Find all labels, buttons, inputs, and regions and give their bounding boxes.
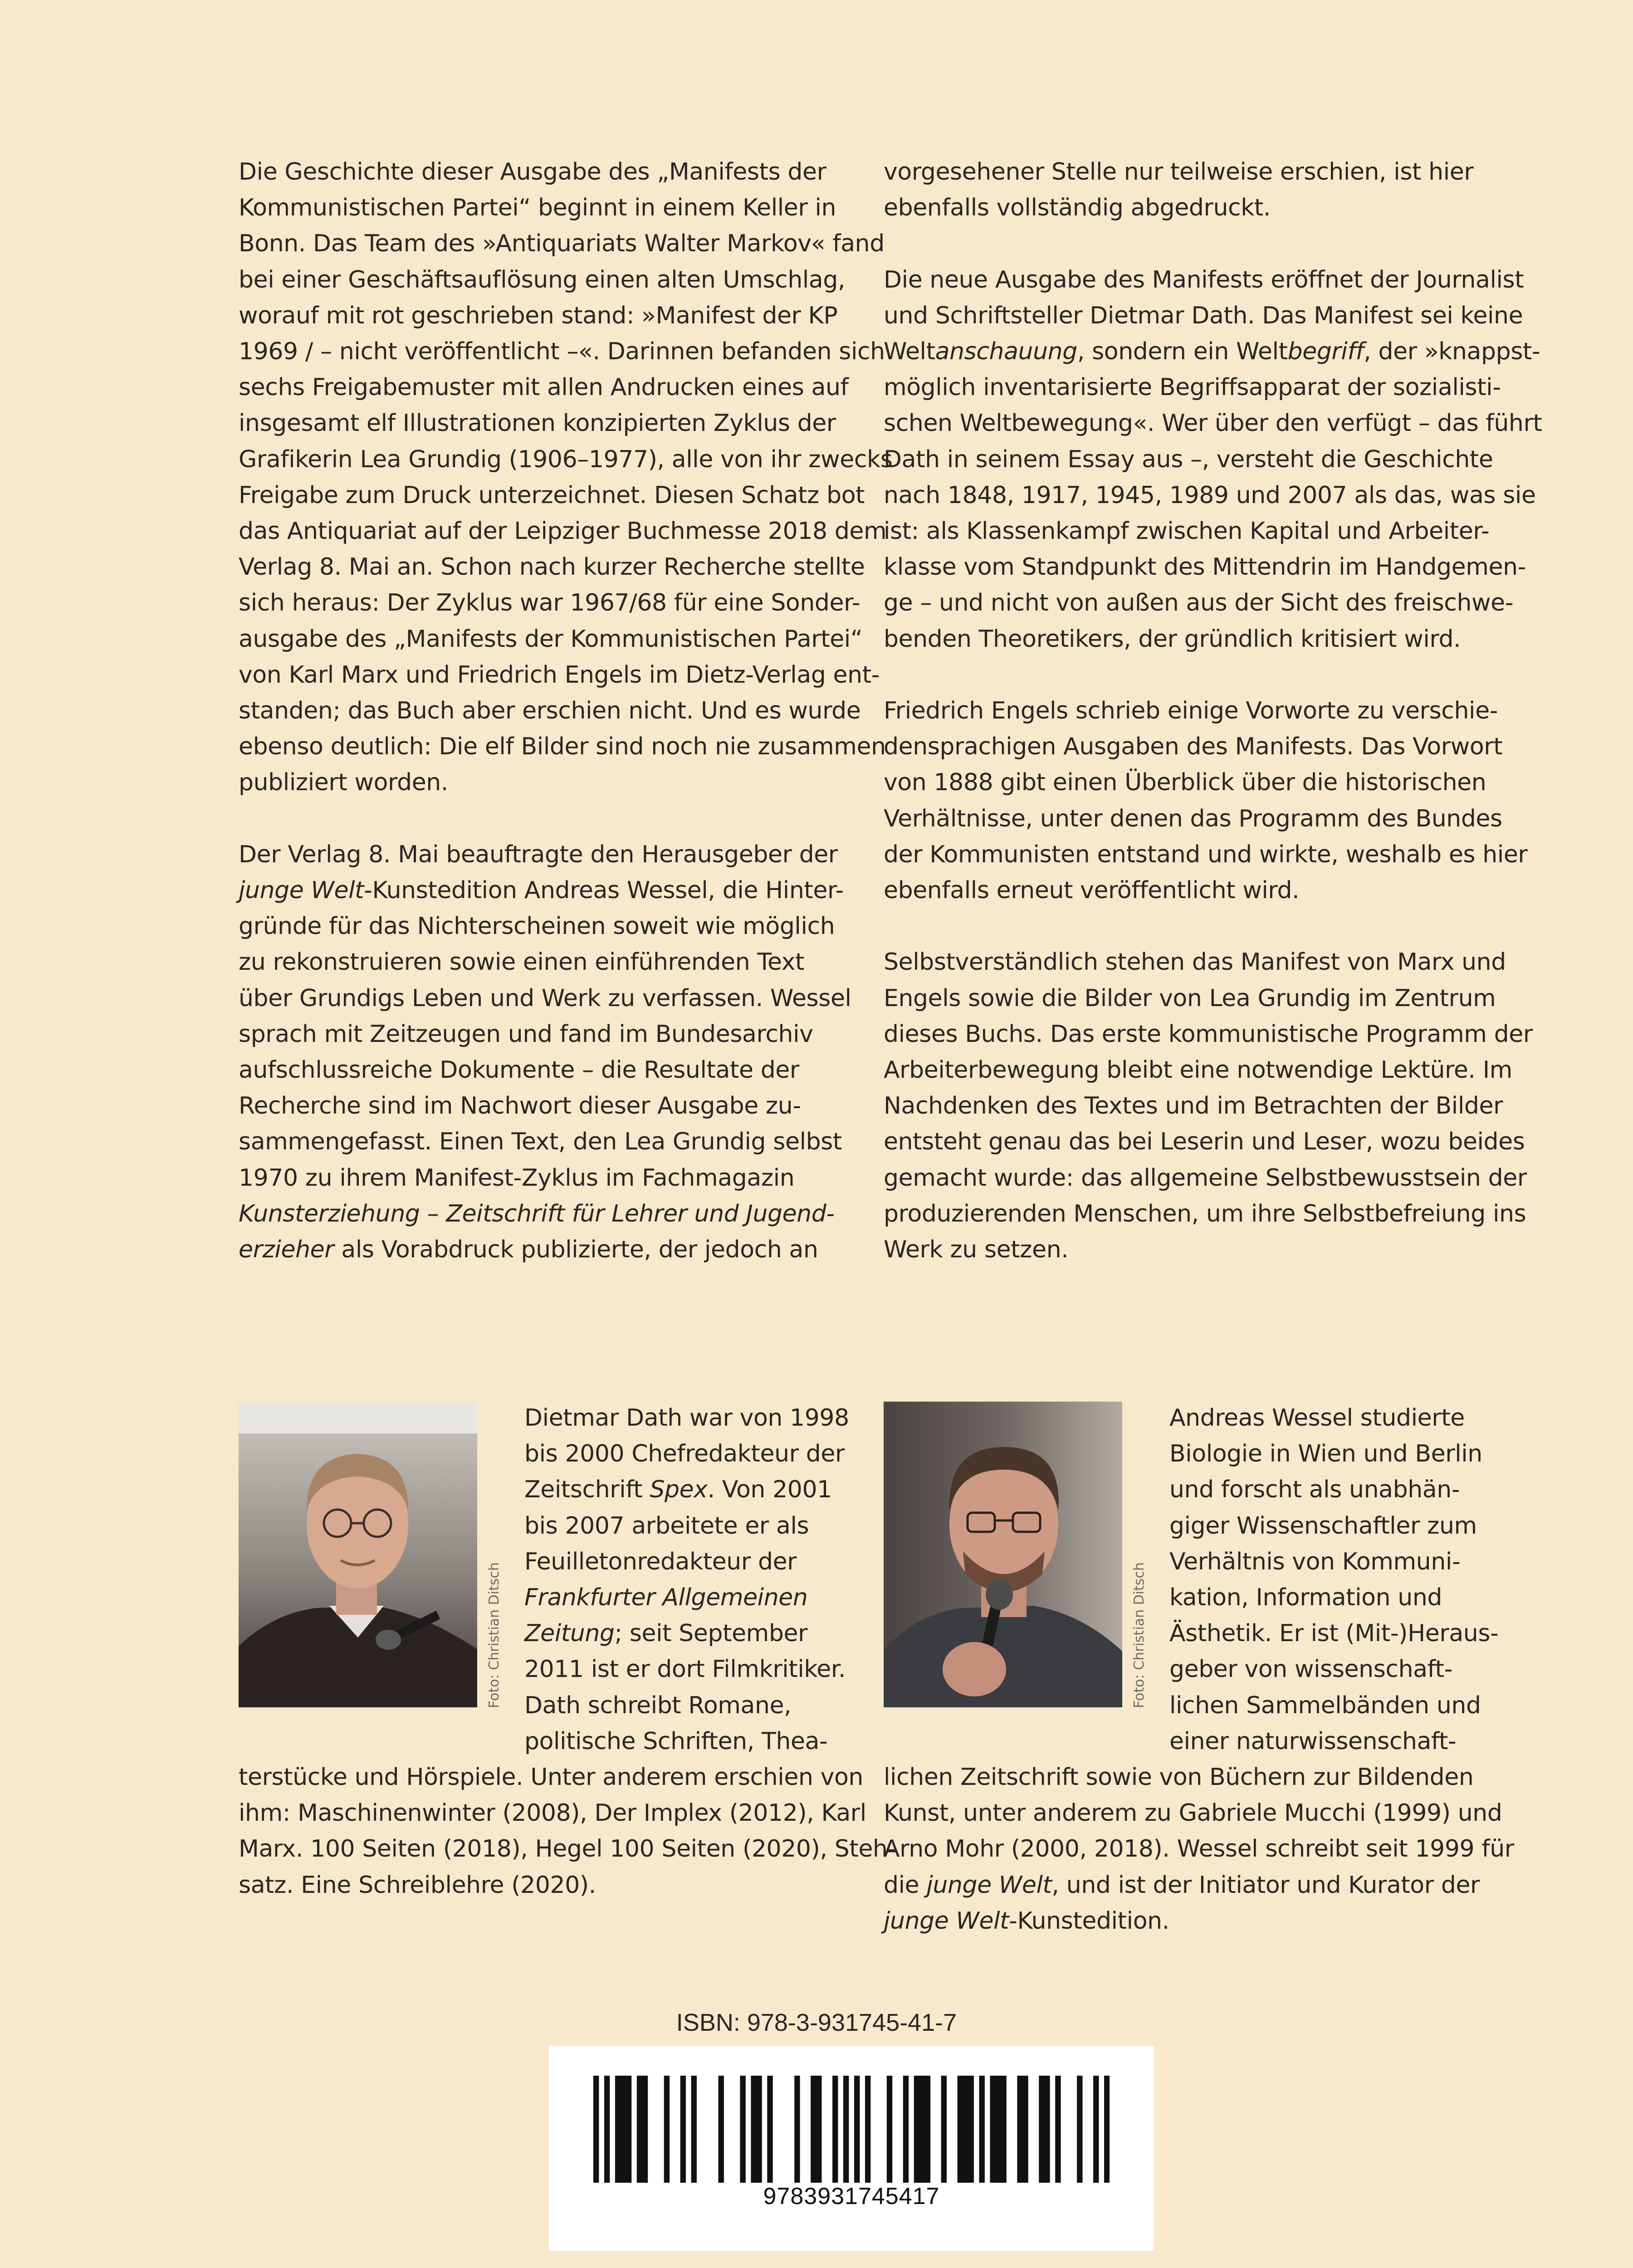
barcode-bar: [767, 2076, 772, 2183]
text-line: ihm: Maschinenwinter (2008), Der Implex (2012), Karl: [239, 1799, 866, 1827]
barcode-bar: [990, 2076, 995, 2183]
text-line: zu rekonstruieren sowie einen einführenden Text: [239, 948, 804, 976]
text-line: Selbstverständlich stehen das Manifest von Marx und: [884, 948, 1506, 976]
text-line: insgesamt elf Illustrationen konzipierten Zyklus der: [239, 410, 836, 437]
text-run: , sondern ein Welt: [1077, 338, 1288, 365]
text-line: Recherche sind im Nachwort dieser Ausgabe zu-: [239, 1092, 801, 1120]
barcode-bar: [903, 2076, 909, 2183]
barcode-bar: [941, 2076, 947, 2183]
text-line: Die Geschichte dieser Ausgabe des „Manifests der: [239, 158, 826, 186]
text-line: [884, 1867, 1480, 1903]
barcode-bar: [995, 2076, 1001, 2183]
barcode-bar: [1044, 2076, 1050, 2183]
text-line: vorgesehener Stelle nur teilweise erschien, ist hier: [884, 158, 1474, 186]
text-line: sammengefasst. Einen Text, den Lea Grundig selbst: [239, 1128, 842, 1156]
text-line: schen Weltbewegung«. Wer über den verfügt – das führt: [884, 410, 1542, 437]
barcode-bar: [637, 2076, 642, 2183]
text-line: [239, 1232, 828, 1268]
text-run: , und ist der Initiator und Kurator der: [1051, 1871, 1480, 1899]
paragraph-continuation: [884, 154, 1473, 226]
text-line: [239, 1616, 828, 1652]
text-line: bis 2007 arbeitete er als: [524, 1512, 809, 1540]
text-line: terstücke und Hörspiele. Unter anderem erschien von: [239, 1764, 863, 1791]
photo-credit: Foto: Christian Ditsch: [1131, 1562, 1147, 1708]
text-line: ebenso deutlich: Die elf Bilder sind noch nie zusammen: [239, 733, 886, 761]
text-line: Verhältnis von Kommuni-: [1169, 1548, 1461, 1575]
barcode-bar: [621, 2076, 626, 2183]
barcode-bar: [832, 2076, 838, 2183]
barcode-bar: [719, 2076, 724, 2183]
barcode-bar: [1077, 2076, 1082, 2183]
paragraph-conclusion: [884, 944, 1533, 1268]
text-line: [239, 1196, 835, 1232]
barcode-bar: [1093, 2076, 1099, 2183]
author-bio-wessel: [884, 1400, 1514, 1939]
text-line: bis 2000 Chefredakteur der: [524, 1440, 845, 1468]
paragraph-dath-essay: [884, 262, 1542, 657]
italic-text: Frankfurter Allgemeinen: [524, 1584, 808, 1612]
text-line: über Grundigs Leben und Werk zu verfassen. Wessel: [239, 984, 851, 1012]
barcode-bar: [1001, 2076, 1006, 2183]
text-line: das Antiquariat auf der Leipziger Buchmesse 2018 dem: [239, 518, 887, 545]
text-line: Die neue Ausgabe des Manifests eröffnet der Journalist: [884, 266, 1524, 293]
text-line: gemacht wurde: das allgemeine Selbstbewusstsein der: [884, 1164, 1527, 1192]
text-line: ist: als Klassenkampf zwischen Kapital und Arbeiter-: [884, 518, 1490, 545]
text-line: bei einer Geschäftsauflösung einen alten Umschlag,: [239, 266, 846, 293]
barcode-bar: [1022, 2076, 1028, 2183]
barcode-bar: [865, 2076, 870, 2183]
text-run: . Von 2001: [707, 1476, 832, 1504]
barcode-bar: [925, 2076, 930, 2183]
italic-text: junge Welt: [884, 1907, 1009, 1935]
barcode-bar: [816, 2076, 821, 2183]
text-line: klasse vom Standpunkt des Mittendrin im Handgemen-: [884, 553, 1526, 581]
barcode-digits: 9783931745417: [763, 2183, 940, 2209]
text-line: politische Schriften, Thea-: [524, 1727, 828, 1755]
barcode-bar: [593, 2076, 599, 2183]
text-line: Kommunistischen Partei“ beginnt in einem Keller in: [239, 194, 836, 222]
text-line: der Kommunisten entstand und wirkte, weshalb es hier: [884, 841, 1528, 868]
text-line: densprachigen Ausgaben des Manifests. Das Vorwort: [884, 733, 1503, 761]
text-run: ; seit September: [614, 1620, 808, 1647]
text-line: worauf mit rot geschrieben stand: »Manifest der KP: [239, 302, 838, 329]
photo-credit: Foto: Christian Ditsch: [486, 1562, 502, 1708]
text-line: [239, 1580, 828, 1616]
barcode-bar: [756, 2076, 762, 2183]
text-line: lichen Sammelbänden und: [1169, 1691, 1481, 1719]
barcode-bar: [1104, 2076, 1110, 2183]
italic-text: Spex: [650, 1476, 708, 1504]
text-line: nach 1848, 1917, 1945, 1989 und 2007 als das, was sie: [884, 481, 1536, 509]
text-line: ge – und nicht von außen aus der Sicht des freischwe-: [884, 589, 1514, 617]
text-line: Freigabe zum Druck unterzeichnet. Diesen Schatz bot: [239, 481, 865, 509]
text-line: Dath in seinem Essay aus –, versteht die Geschichte: [884, 445, 1493, 473]
text-line: sich heraus: Der Zyklus war 1967/68 für eine Sonder-: [239, 589, 861, 617]
barcode-bar: [680, 2076, 686, 2183]
text-line: Andreas Wessel studierte: [1169, 1404, 1465, 1432]
text-line: [884, 1903, 1473, 1939]
text-line: Grafikerin Lea Grundig (1906–1977), alle von ihr zwecks: [239, 445, 893, 473]
barcode-bar: [794, 2076, 800, 2183]
text-line: sechs Freigabemuster mit allen Andrucken eines auf: [239, 374, 849, 401]
text-line: produzierenden Menschen, um ihre Selbstbefreiung ins: [884, 1200, 1526, 1227]
text-line: 2011 ist er dort Filmkritiker.: [524, 1656, 846, 1683]
right-text-column: [884, 154, 1542, 1268]
barcode-bar: [968, 2076, 974, 2183]
barcode-bar: [919, 2076, 925, 2183]
barcode-bar: [615, 2076, 621, 2183]
barcode-bar: [604, 2076, 610, 2183]
barcode-bar: [691, 2076, 697, 2183]
text-line: und forscht als unabhän-: [1169, 1476, 1460, 1504]
text-line: kation, Information und: [1169, 1584, 1442, 1612]
paragraph-verlag: [239, 837, 851, 1268]
text-line: publiziert worden.: [239, 769, 448, 797]
text-line: Nachdenken des Textes und im Betrachten der Bilder: [884, 1092, 1503, 1120]
text-run: die: [884, 1871, 927, 1899]
text-line: Dath schreibt Romane,: [524, 1691, 792, 1719]
italic-text: junge Welt: [239, 877, 364, 904]
paragraph-history: [239, 154, 893, 801]
barcode-bars: [593, 2076, 1110, 2183]
text-line: [884, 334, 1540, 370]
text-line: gründe für das Nichterscheinen soweit wie möglich: [239, 913, 835, 940]
italic-text: Zeitung: [524, 1620, 615, 1647]
text-line: geber von wissenschaft-: [1169, 1656, 1452, 1683]
barcode-bar: [914, 2076, 919, 2183]
text-line: [239, 873, 844, 909]
text-line: einer naturwissenschaft-: [1169, 1727, 1457, 1755]
text-line: Marx. 100 Seiten (2018), Hegel 100 Seiten (2020), Steh-: [239, 1835, 896, 1863]
barcode: [549, 2046, 1154, 2251]
paragraph-engels: [884, 693, 1528, 909]
italic-text: begriff: [1287, 338, 1364, 365]
italic-text: Kunsterziehung – Zeitschrift für Lehrer und Jugend-: [239, 1200, 835, 1227]
text-line: satz. Eine Schreiblehre (2020).: [239, 1871, 596, 1899]
text-line: Der Verlag 8. Mai beauftragte den Herausgeber der: [239, 841, 838, 868]
text-line: sprach mit Zeitzeugen und fand im Bundesarchiv: [239, 1020, 813, 1048]
author-bio-dath: [239, 1400, 896, 1903]
text-line: 1969 / – nicht veröffentlicht –«. Darinnen befanden sich: [239, 338, 885, 366]
text-line: möglich inventarisierte Begriffsapparat der sozialisti-: [884, 374, 1501, 401]
text-line: Arbeiterbewegung bleibt eine notwendige Lektüre. Im: [884, 1056, 1512, 1084]
barcode-bar: [843, 2076, 849, 2183]
text-line: 1970 zu ihrem Manifest-Zyklus im Fachmagazin: [239, 1164, 795, 1192]
text-run: -Kunstedition.: [1009, 1907, 1169, 1935]
text-line: Verhältnisse, unter denen das Programm des Bundes: [884, 805, 1502, 832]
barcode-bar: [664, 2076, 670, 2183]
text-run: Zeitschrift: [524, 1476, 650, 1504]
text-line: Arno Mohr (2000, 2018). Wessel schreibt seit 1999 für: [884, 1835, 1514, 1863]
barcode-bar: [751, 2076, 756, 2183]
barcode-bar: [979, 2076, 985, 2183]
left-text-column: [239, 154, 893, 1268]
text-line: Ästhetik. Er ist (Mit-)Heraus-: [1169, 1620, 1499, 1647]
italic-text: anschauung: [935, 338, 1077, 365]
barcode-bar: [1017, 2076, 1022, 2183]
text-line: von Karl Marx und Friedrich Engels im Dietz-Verlag ent-: [239, 661, 880, 689]
text-run: Welt: [884, 338, 935, 365]
text-line: und Schriftsteller Dietmar Dath. Das Manifest sei keine: [884, 302, 1523, 329]
italic-text: junge Welt: [926, 1871, 1052, 1899]
barcode-bar: [1055, 2076, 1061, 2183]
text-line: benden Theoretikers, der gründlich kritisiert wird.: [884, 625, 1461, 653]
text-line: Friedrich Engels schrieb einige Vorworte zu verschie-: [884, 697, 1498, 725]
isbn-label: ISBN: 978-3-931745-41-7: [676, 2009, 957, 2036]
barcode-bar: [642, 2076, 648, 2183]
text-line: Bonn. Das Team des »Antiquariats Walter Markov« fand: [239, 230, 885, 258]
text-line: von 1888 gibt einen Überblick über die historischen: [884, 769, 1486, 797]
barcode-bar: [740, 2076, 745, 2183]
text-line: entsteht genau das bei Leserin und Leser, wozu beides: [884, 1128, 1525, 1156]
text-line: aufschlussreiche Dokumente – die Resultate der: [239, 1056, 799, 1084]
text-line: [239, 1472, 832, 1508]
text-line: ebenfalls erneut veröffentlicht wird.: [884, 877, 1300, 904]
text-run: als Vorabdruck publizierte, der jedoch an: [334, 1236, 818, 1264]
text-line: Werk zu setzen.: [884, 1236, 1069, 1264]
barcode-bar: [887, 2076, 892, 2183]
text-line: ausgabe des „Manifests der Kommunistischen Partei“: [239, 625, 863, 653]
barcode-bar: [1039, 2076, 1044, 2183]
text-line: ebenfalls vollständig abgedruckt.: [884, 194, 1271, 222]
text-line: Kunst, unter anderem zu Gabriele Mucchi (1999) und: [884, 1799, 1502, 1827]
text-line: giger Wissenschaftler zum: [1169, 1512, 1477, 1540]
italic-text: erzieher: [239, 1236, 334, 1264]
text-line: lichen Zeitschrift sowie von Büchern zur Bildenden: [884, 1764, 1474, 1791]
barcode-bar: [626, 2076, 631, 2183]
text-line: dieses Buchs. Das erste kommunistische Programm der: [884, 1020, 1533, 1048]
barcode-bar: [854, 2076, 860, 2183]
barcode-bar: [958, 2076, 963, 2183]
text-line: Engels sowie die Bilder von Lea Grundig im Zentrum: [884, 984, 1496, 1012]
text-line: standen; das Buch aber erschien nicht. Und es wurde: [239, 697, 861, 725]
text-line: Feuilletonredakteur der: [524, 1548, 797, 1575]
text-run: -Kunstedition Andreas Wessel, die Hinter-: [364, 877, 844, 904]
barcode-bar: [811, 2076, 816, 2183]
text-line: Dietmar Dath war von 1998: [524, 1404, 849, 1432]
text-run: , der »knappst-: [1364, 338, 1540, 365]
text-line: Verlag 8. Mai an. Schon nach kurzer Recherche stellte: [239, 553, 865, 581]
text-line: Biologie in Wien und Berlin: [1169, 1440, 1482, 1468]
barcode-bar: [963, 2076, 968, 2183]
